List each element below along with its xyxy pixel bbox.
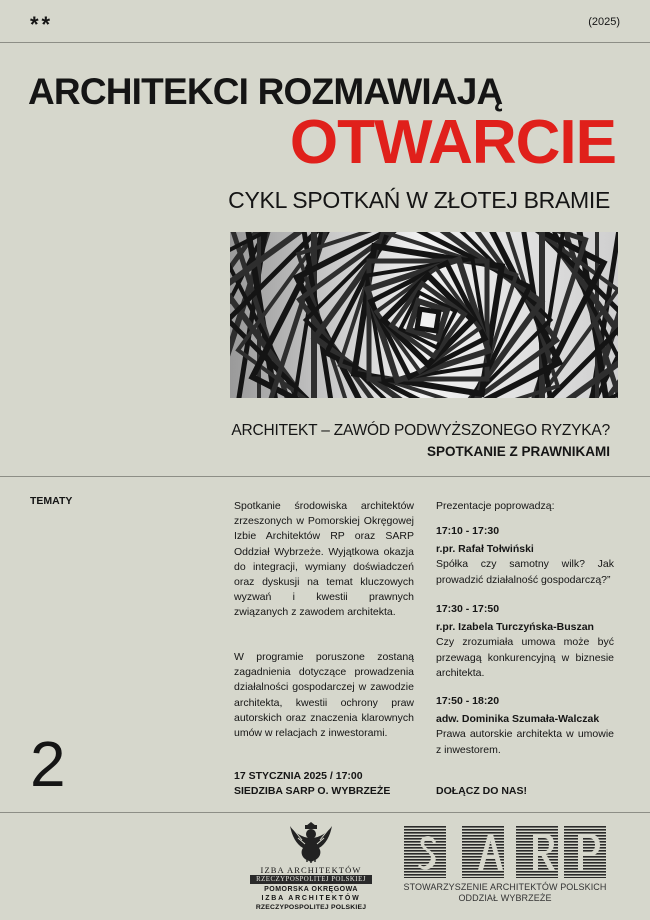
- meeting-subtopic: SPOTKANIE Z PRAWNIKAMI: [426, 444, 610, 459]
- join-us-cta: DOŁĄCZ DO NAS!: [436, 785, 527, 797]
- divider-middle: [0, 476, 650, 477]
- description-paragraph-1: Spotkanie środowiska architektów zrzeszonych w Pomorskiej Okręgowej Izbie Architektów RP oraz SARP Oddział Wybrzeże. Wyjątkowa okazja do integracji, wymiany doświadczeń oraz dyskusji na temat kluczowych wyzwań i kwestii prawnych związanych z zawodem architekta.: [234, 500, 414, 619]
- slot-time: 17:50 - 18:20: [436, 695, 500, 707]
- izba-name: IZBA ARCHITEKTÓW: [260, 865, 362, 875]
- architecture-spiral-photo: [230, 232, 618, 398]
- slot-speaker: r.pr. Rafał Tołwiński: [436, 543, 534, 556]
- slot-topic: Spółka czy samotny wilk? Jak prowadzić działalność gospodarczą?”: [436, 558, 614, 586]
- slot-topic: Prawa autorskie architekta w umowie z inwestorem.: [436, 728, 614, 756]
- meeting-topic: ARCHITEKT – ZAWÓD PODWYŻSZONEGO RYZYKA?: [231, 422, 610, 439]
- edition-year: (2025): [588, 16, 620, 28]
- sarp-name: STOWARZYSZENIE ARCHITEKTÓW POLSKICH: [403, 882, 607, 892]
- sarp-striped-monogram-icon: [398, 826, 612, 878]
- slot-time: 17:30 - 17:50: [436, 603, 500, 615]
- izba-region-1: POMORSKA OKRĘGOWA: [264, 886, 358, 893]
- presenters-intro: Prezentacje poprowadzą:: [436, 500, 555, 512]
- sarp-logo: [398, 826, 612, 906]
- divider-bottom: [0, 812, 650, 813]
- main-title-accent: OTWARCIE: [289, 108, 616, 177]
- izba-architektow-logo: [250, 818, 372, 914]
- slot-topic: Czy zrozumiała umowa może być przewagą konkurencyjną w biznesie architekta.: [436, 636, 614, 679]
- decorative-stars: **: [30, 12, 54, 37]
- presentation-slot: [436, 694, 614, 758]
- divider-top: [0, 42, 650, 43]
- eagle-emblem-icon: [250, 818, 372, 864]
- slot-speaker: r.pr. Izabela Turczyńska-Buszan: [436, 621, 594, 634]
- spiral-stairs-graphic: [230, 232, 618, 398]
- slot-time: 17:10 - 17:30: [436, 525, 500, 537]
- izba-region-3: RZECZYPOSPOLITEJ POLSKIEJ: [255, 904, 367, 911]
- izba-region-2: IZBA ARCHITEKTÓW: [261, 895, 361, 902]
- slot-speaker: adw. Dominika Szumała-Walczak: [436, 713, 600, 726]
- series-subtitle: CYKL SPOTKAŃ W ZŁOTEJ BRAMIE: [228, 187, 610, 213]
- event-date: 17 STYCZNIA 2025 / 17:00: [234, 770, 363, 782]
- main-title: ARCHITEKCI ROZMAWIAJĄ: [28, 71, 503, 112]
- izba-country-band: RZECZYPOSPOLITEJ POLSKIEJ: [250, 875, 372, 884]
- description-paragraph-2: W programie poruszone zostaną zagadnienia dotyczące prowadzenia działalności gospodarczej w zawodzie architekta, kwestii ochrony praw autorskich oraz znaczenia klarownych umów w relacjach z inwestorami.: [234, 651, 414, 740]
- sarp-branch: ODDZIAŁ WYBRZEŻE: [458, 893, 552, 903]
- presentation-slot: [436, 602, 614, 681]
- event-place: SIEDZIBA SARP O. WYBRZEŻE: [234, 785, 391, 797]
- section-label: TEMATY: [30, 495, 73, 507]
- presentation-slot: [436, 524, 614, 588]
- issue-number: 2: [30, 728, 66, 800]
